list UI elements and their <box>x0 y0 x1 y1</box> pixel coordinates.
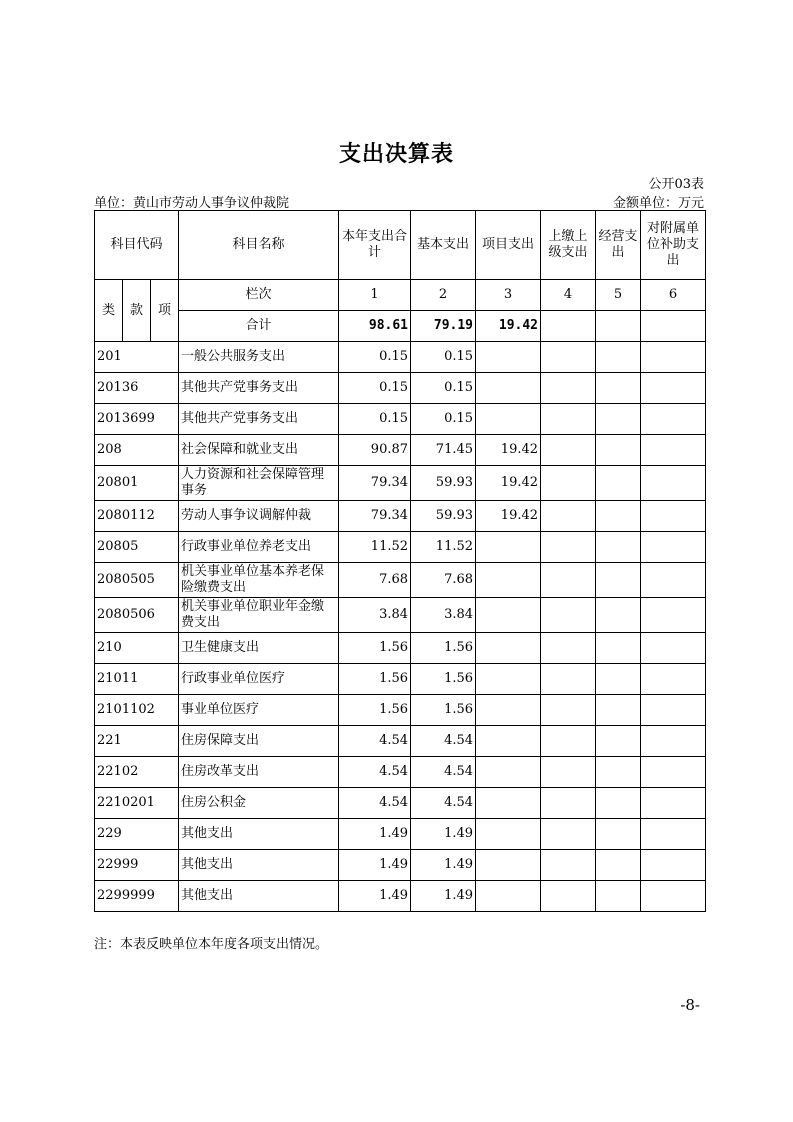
row-name: 社会保障和就业支出 <box>179 435 339 466</box>
money-unit-label: 金额单位：万元 <box>612 196 704 211</box>
row-project <box>476 819 541 850</box>
row-total: 1.56 <box>339 664 411 695</box>
row-code: 2013699 <box>95 404 179 435</box>
row-basic: 4.54 <box>411 788 476 819</box>
row-name: 事业单位医疗 <box>179 695 339 726</box>
col-number: 2 <box>411 280 476 311</box>
row-upper <box>541 373 596 404</box>
row-code: 2080112 <box>95 501 179 532</box>
row-subsidy <box>641 757 706 788</box>
expenditure-table <box>94 210 706 912</box>
table-row <box>95 819 706 850</box>
row-basic: 71.45 <box>411 435 476 466</box>
row-name: 行政事业单位养老支出 <box>179 532 339 563</box>
col-number: 1 <box>339 280 411 311</box>
row-upper <box>541 819 596 850</box>
unit-label: 单位：黄山市劳动人事争议仲裁院 <box>94 196 290 211</box>
header-kuan: 款 <box>123 280 151 342</box>
row-subsidy <box>641 819 706 850</box>
row-upper <box>541 435 596 466</box>
row-total: 79.34 <box>339 466 411 501</box>
row-subsidy <box>641 633 706 664</box>
row-project <box>476 633 541 664</box>
row-code: 229 <box>95 819 179 850</box>
row-total: 0.15 <box>339 373 411 404</box>
row-code: 22999 <box>95 850 179 881</box>
row-project <box>476 342 541 373</box>
row-code: 221 <box>95 726 179 757</box>
page-number: -8- <box>680 996 700 1014</box>
row-upper <box>541 695 596 726</box>
table-row <box>95 695 706 726</box>
total-upper <box>541 311 596 342</box>
total-label: 合计 <box>179 311 339 342</box>
row-total: 0.15 <box>339 342 411 373</box>
row-name: 住房公积金 <box>179 788 339 819</box>
total-subsidy <box>641 311 706 342</box>
row-business <box>596 598 641 633</box>
row-upper <box>541 466 596 501</box>
total-total: 98.61 <box>339 311 411 342</box>
row-business <box>596 695 641 726</box>
table-row <box>95 501 706 532</box>
row-business <box>596 788 641 819</box>
row-subsidy <box>641 532 706 563</box>
row-total: 4.54 <box>339 726 411 757</box>
header-basic: 基本支出 <box>411 211 476 280</box>
row-total: 0.15 <box>339 404 411 435</box>
row-basic: 59.93 <box>411 466 476 501</box>
row-total: 79.34 <box>339 501 411 532</box>
row-total: 1.56 <box>339 695 411 726</box>
row-upper <box>541 563 596 598</box>
total-row <box>95 311 706 342</box>
row-code: 20136 <box>95 373 179 404</box>
row-name: 住房改革支出 <box>179 757 339 788</box>
table-row <box>95 757 706 788</box>
row-upper <box>541 788 596 819</box>
header-total: 本年支出合计 <box>339 211 411 280</box>
row-upper <box>541 404 596 435</box>
row-basic: 59.93 <box>411 501 476 532</box>
header-name: 科目名称 <box>179 211 339 280</box>
header-lei: 类 <box>95 280 123 342</box>
table-row <box>95 850 706 881</box>
row-project: 19.42 <box>476 501 541 532</box>
row-upper <box>541 532 596 563</box>
row-total: 4.54 <box>339 757 411 788</box>
row-subsidy <box>641 850 706 881</box>
row-name: 机关事业单位基本养老保险缴费支出 <box>179 563 339 598</box>
row-upper <box>541 726 596 757</box>
row-name: 住房保障支出 <box>179 726 339 757</box>
row-basic: 1.49 <box>411 881 476 912</box>
row-code: 22102 <box>95 757 179 788</box>
header-lanci: 栏次 <box>179 280 339 311</box>
table-row <box>95 598 706 633</box>
total-project: 19.42 <box>476 311 541 342</box>
table-row <box>95 435 706 466</box>
row-business <box>596 342 641 373</box>
row-subsidy <box>641 435 706 466</box>
row-code: 2299999 <box>95 881 179 912</box>
header-code: 科目代码 <box>95 211 179 280</box>
row-name: 其他支出 <box>179 850 339 881</box>
row-project: 19.42 <box>476 466 541 501</box>
row-code: 20805 <box>95 532 179 563</box>
row-basic: 0.15 <box>411 373 476 404</box>
row-upper <box>541 633 596 664</box>
row-name: 人力资源和社会保障管理事务 <box>179 466 339 501</box>
col-number: 4 <box>541 280 596 311</box>
row-total: 3.84 <box>339 598 411 633</box>
table-row <box>95 664 706 695</box>
row-total: 4.54 <box>339 788 411 819</box>
row-basic: 1.56 <box>411 664 476 695</box>
row-business <box>596 404 641 435</box>
row-business <box>596 819 641 850</box>
table-row <box>95 633 706 664</box>
row-name: 其他共产党事务支出 <box>179 373 339 404</box>
row-upper <box>541 501 596 532</box>
header-business: 经营支出 <box>596 211 641 280</box>
row-business <box>596 501 641 532</box>
row-upper <box>541 757 596 788</box>
row-subsidy <box>641 664 706 695</box>
row-basic: 0.15 <box>411 342 476 373</box>
row-total: 11.52 <box>339 532 411 563</box>
row-project <box>476 726 541 757</box>
row-project <box>476 373 541 404</box>
row-code: 2080506 <box>95 598 179 633</box>
row-basic: 7.68 <box>411 563 476 598</box>
table-row <box>95 373 706 404</box>
row-total: 90.87 <box>339 435 411 466</box>
row-total: 1.49 <box>339 881 411 912</box>
row-code: 2080505 <box>95 563 179 598</box>
row-business <box>596 435 641 466</box>
row-upper <box>541 664 596 695</box>
table-row <box>95 342 706 373</box>
row-subsidy <box>641 881 706 912</box>
table-row <box>95 466 706 501</box>
row-basic: 1.49 <box>411 850 476 881</box>
row-upper <box>541 598 596 633</box>
table-row <box>95 881 706 912</box>
row-business <box>596 850 641 881</box>
row-business <box>596 373 641 404</box>
row-total: 7.68 <box>339 563 411 598</box>
row-upper <box>541 850 596 881</box>
row-basic: 11.52 <box>411 532 476 563</box>
row-business <box>596 664 641 695</box>
row-name: 劳动人事争议调解仲裁 <box>179 501 339 532</box>
row-basic: 1.56 <box>411 695 476 726</box>
row-project <box>476 788 541 819</box>
header-project: 项目支出 <box>476 211 541 280</box>
row-total: 1.49 <box>339 819 411 850</box>
row-business <box>596 466 641 501</box>
row-project <box>476 532 541 563</box>
row-basic: 1.56 <box>411 633 476 664</box>
row-subsidy <box>641 404 706 435</box>
row-project <box>476 695 541 726</box>
row-project <box>476 664 541 695</box>
col-number: 6 <box>641 280 706 311</box>
row-subsidy <box>641 726 706 757</box>
row-total: 1.56 <box>339 633 411 664</box>
row-code: 2210201 <box>95 788 179 819</box>
row-basic: 4.54 <box>411 757 476 788</box>
row-total: 1.49 <box>339 850 411 881</box>
row-subsidy <box>641 695 706 726</box>
table-row <box>95 404 706 435</box>
table-row <box>95 788 706 819</box>
row-basic: 4.54 <box>411 726 476 757</box>
row-upper <box>541 342 596 373</box>
row-project <box>476 757 541 788</box>
col-number: 5 <box>596 280 641 311</box>
table-note: 注：本表反映单位本年度各项支出情况。 <box>94 937 329 952</box>
row-code: 21011 <box>95 664 179 695</box>
row-subsidy <box>641 466 706 501</box>
row-name: 卫生健康支出 <box>179 633 339 664</box>
total-basic: 79.19 <box>411 311 476 342</box>
row-business <box>596 726 641 757</box>
row-project <box>476 598 541 633</box>
row-business <box>596 633 641 664</box>
col-number: 3 <box>476 280 541 311</box>
row-subsidy <box>641 598 706 633</box>
header-upper: 上缴上级支出 <box>541 211 596 280</box>
row-subsidy <box>641 788 706 819</box>
header-row <box>95 211 706 280</box>
row-basic: 1.49 <box>411 819 476 850</box>
page-title: 支出决算表 <box>338 142 454 167</box>
row-subsidy <box>641 501 706 532</box>
row-name: 其他支出 <box>179 819 339 850</box>
form-code: 公开03表 <box>648 177 704 192</box>
table-row <box>95 726 706 757</box>
row-project <box>476 850 541 881</box>
header-subsidy: 对附属单位补助支出 <box>641 211 706 280</box>
row-project <box>476 881 541 912</box>
row-basic: 0.15 <box>411 404 476 435</box>
column-number-row <box>95 280 706 311</box>
row-name: 机关事业单位职业年金缴费支出 <box>179 598 339 633</box>
table-row <box>95 563 706 598</box>
row-code: 210 <box>95 633 179 664</box>
row-subsidy <box>641 563 706 598</box>
row-basic: 3.84 <box>411 598 476 633</box>
row-project <box>476 404 541 435</box>
row-business <box>596 757 641 788</box>
header-xiang: 项 <box>151 280 179 342</box>
row-code: 2101102 <box>95 695 179 726</box>
row-name: 行政事业单位医疗 <box>179 664 339 695</box>
row-project: 19.42 <box>476 435 541 466</box>
row-business <box>596 532 641 563</box>
row-subsidy <box>641 373 706 404</box>
row-name: 其他支出 <box>179 881 339 912</box>
row-name: 一般公共服务支出 <box>179 342 339 373</box>
row-upper <box>541 881 596 912</box>
row-code: 20801 <box>95 466 179 501</box>
row-code: 201 <box>95 342 179 373</box>
row-subsidy <box>641 342 706 373</box>
row-name: 其他共产党事务支出 <box>179 404 339 435</box>
row-code: 208 <box>95 435 179 466</box>
row-business <box>596 563 641 598</box>
row-business <box>596 881 641 912</box>
row-project <box>476 563 541 598</box>
table-row <box>95 532 706 563</box>
total-business <box>596 311 641 342</box>
